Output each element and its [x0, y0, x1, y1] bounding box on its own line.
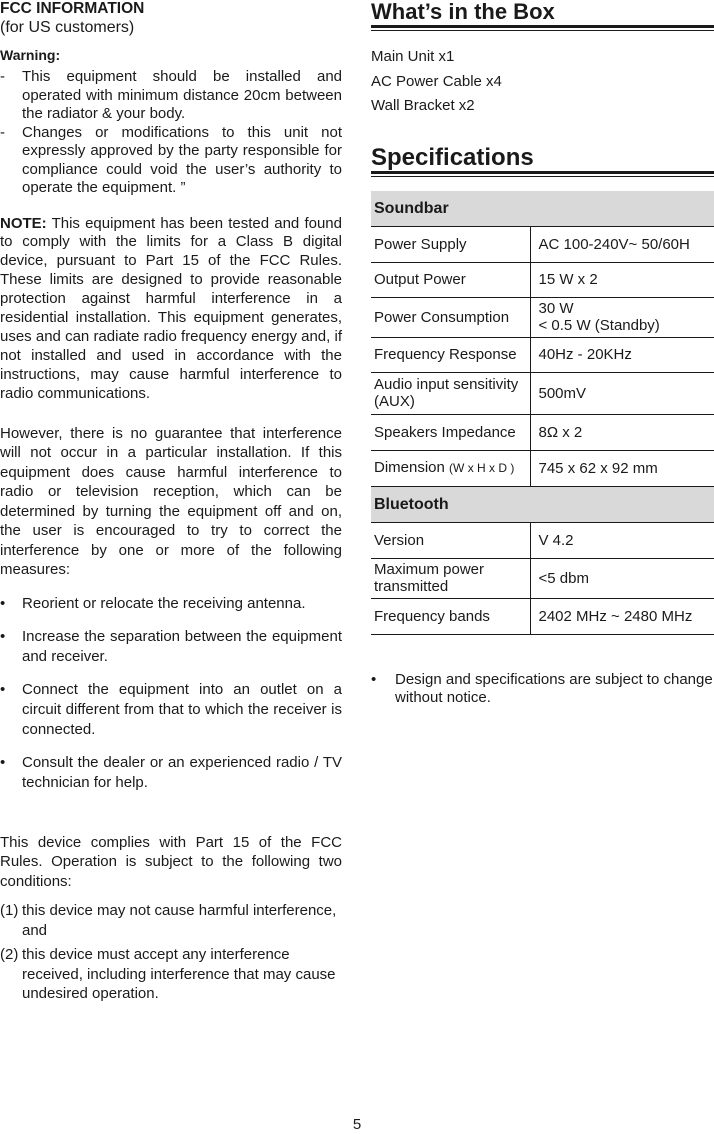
- fcc-title: FCC INFORMATION: [0, 0, 145, 17]
- warning-item: - Changes or modifications to this unit not expressly approved by the party responsible for compliance could void the user’s authority to operate the equipment. ”: [0, 124, 342, 198]
- spec-note-list: [371, 671, 714, 708]
- spec-value-line: 30 W: [538, 300, 574, 317]
- right-column: [371, 0, 714, 708]
- specs-title-rule-thick: [371, 171, 714, 174]
- page-number: 5: [352, 1116, 362, 1133]
- spec-row: [371, 558, 714, 598]
- spec-row: [371, 598, 714, 634]
- note-label: NOTE:: [0, 214, 47, 232]
- spec-value: [530, 297, 714, 337]
- spec-value: 500mV: [530, 372, 714, 414]
- guarantee-paragraph: However, there is no guarantee that interference will not occur in a particular installation. If this equipment does cause harmful interference to radio or television reception, which can be determined by turning the equipment off and on, the user is encouraged to try to correct the interference by one or more of the following measures:: [0, 424, 342, 579]
- spec-row: [371, 262, 714, 297]
- spec-row: [371, 450, 714, 486]
- warning-label: Warning:: [0, 47, 61, 63]
- warning-list: [0, 68, 342, 198]
- spec-label: Power Supply: [371, 226, 530, 262]
- comply-paragraph: This device complies with Part 15 of the FCC Rules. Operation is subject to the following two conditions:: [0, 833, 342, 890]
- spec-value: 15 W x 2: [530, 262, 714, 297]
- spec-row: [371, 522, 714, 558]
- spec-label-text: Dimension: [374, 459, 445, 476]
- specs-title-rule-thin: [371, 176, 714, 177]
- fcc-section: [0, 0, 342, 1009]
- condition-number: (2): [0, 946, 19, 964]
- bluetooth-header: Bluetooth: [371, 486, 714, 522]
- box-title-rule-thin: [371, 30, 714, 31]
- soundbar-header: Soundbar: [371, 191, 714, 227]
- box-item: Main Unit x1: [371, 48, 455, 65]
- note-text: This equipment has been tested and found to comply with the limits for a Class B digital device, pursuant to Part 15 of the FCC Rules. These limits are designed to provide reasonable protection against harmful interference in a residential installation. This equipment generates, uses and can radiate radio frequency energy and, if not installed and used in accordance with the instructions, may cause harmful interference to radio communications.: [0, 214, 342, 402]
- spec-value: <5 dbm: [530, 558, 714, 598]
- note-paragraph: [0, 215, 342, 404]
- condition-number: (1): [0, 902, 19, 920]
- spec-label: Version: [371, 522, 530, 558]
- measures-list: [0, 594, 342, 793]
- spec-value: 745 x 62 x 92 mm: [530, 450, 714, 486]
- condition-item: [0, 945, 342, 1004]
- spec-value: 2402 MHz ~ 2480 MHz: [530, 598, 714, 634]
- box-item: Wall Bracket x2: [371, 97, 475, 114]
- spec-label-small: (W x H x D ): [449, 461, 515, 475]
- spec-row: [371, 297, 714, 337]
- spec-label: Audio input sensitivity (AUX): [371, 372, 530, 414]
- soundbar-header-row: [371, 191, 714, 227]
- specs-table: [371, 191, 714, 635]
- spec-label: Maximum power transmitted: [371, 558, 530, 598]
- measure-item: • Consult the dealer or an experienced radio / TV technician for help.: [0, 753, 342, 793]
- warning-item: - This equipment should be installed and operated with minimum distance 20cm between the radiator & your body.: [0, 68, 342, 124]
- spec-label: Output Power: [371, 262, 530, 297]
- condition-item: [0, 901, 342, 940]
- spec-row: [371, 372, 714, 414]
- measure-item: • Reorient or relocate the receiving antenna.: [0, 594, 342, 614]
- spec-value: AC 100-240V~ 50/60H: [530, 226, 714, 262]
- measure-item: • Increase the separation between the equipment and receiver.: [0, 627, 342, 667]
- spec-label: Frequency bands: [371, 598, 530, 634]
- spec-value: 40Hz - 20KHz: [530, 337, 714, 372]
- box-title: What’s in the Box: [371, 0, 555, 24]
- box-items: [371, 45, 714, 119]
- condition-text: this device may not cause harmful interference, and: [22, 902, 337, 939]
- conditions-list: [0, 901, 342, 1004]
- spec-label: Speakers Impedance: [371, 414, 530, 450]
- box-item: AC Power Cable x4: [371, 72, 502, 90]
- spec-label: Power Consumption: [371, 297, 530, 337]
- bluetooth-header-row: [371, 486, 714, 522]
- spec-note: • Design and specifications are subject to change without notice.: [371, 671, 714, 708]
- spec-row: [371, 337, 714, 372]
- box-title-rule-thick: [371, 25, 714, 28]
- spec-value: V 4.2: [530, 522, 714, 558]
- spec-row: [371, 226, 714, 262]
- measure-item: • Connect the equipment into an outlet on a circuit different from that to which the receiver is connected.: [0, 680, 342, 740]
- spec-value-line: < 0.5 W (Standby): [538, 317, 660, 334]
- spec-label: Frequency Response: [371, 337, 530, 372]
- fcc-subtitle: (for US customers): [0, 19, 135, 36]
- specs-title: Specifications: [371, 143, 534, 171]
- condition-text: this device must accept any interference received, including interference that may cause undesired operation.: [22, 946, 336, 1003]
- spec-value: 8Ω x 2: [530, 414, 714, 450]
- spec-row: [371, 414, 714, 450]
- spec-label: [371, 450, 530, 486]
